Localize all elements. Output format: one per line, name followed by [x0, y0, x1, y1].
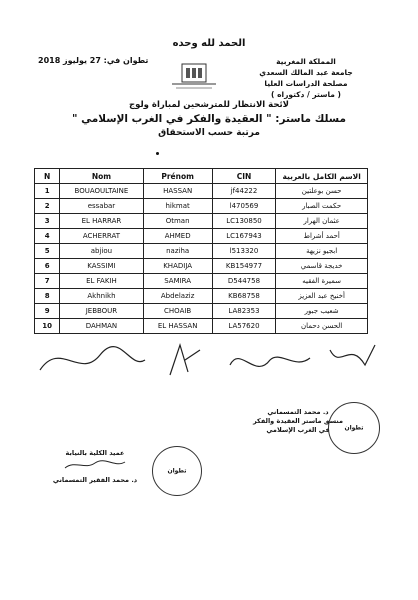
cell-prenom: HASSAN: [143, 184, 212, 199]
cell-number: 5: [35, 244, 60, 259]
signature-1: [40, 347, 145, 370]
table-header-row: [35, 169, 368, 184]
column-header-arabic-name: الاسم الكامل بالعربية: [276, 169, 368, 184]
cell-nom: JEBBOUR: [60, 304, 143, 319]
institution-line: ( ماستر / دكتوراه ): [271, 90, 341, 99]
cell-arabic-name: أحمد أشراط: [276, 229, 368, 244]
institution-line: المملكة المغربية: [276, 57, 336, 66]
cell-prenom: CHOAIB: [143, 304, 212, 319]
cell-cin: LA82353: [212, 304, 276, 319]
university-logo-icon: [164, 60, 224, 92]
cell-number: 9: [35, 304, 60, 319]
waiting-list-table: [34, 168, 368, 334]
institution-block: [246, 56, 366, 100]
cell-number: 2: [35, 199, 60, 214]
coordinator-line: د. محمد التمسماني: [267, 408, 329, 416]
cell-number: 7: [35, 274, 60, 289]
cell-arabic-name: حسن بوعلتين: [276, 184, 368, 199]
cell-cin: D544758: [212, 274, 276, 289]
cell-arabic-name: أخنيخ عبد العزيز: [276, 289, 368, 304]
dean-title: عميد الكلية بالنيابة: [65, 449, 125, 457]
cell-arabic-name: سميرة الفقيه: [276, 274, 368, 289]
cell-arabic-name: الحسن دحمان: [276, 319, 368, 334]
cell-number: 8: [35, 289, 60, 304]
cell-cin: l513320: [212, 244, 276, 259]
cell-nom: essabar: [60, 199, 143, 214]
dean-stamp-icon: [152, 446, 202, 496]
title-line-2: مسلك ماستر: " العقيدة والفكر في الغرب الإسلامي ": [72, 113, 346, 125]
cell-number: 4: [35, 229, 60, 244]
cell-prenom: hikmat: [143, 199, 212, 214]
cell-nom: DAHMAN: [60, 319, 143, 334]
cell-cin: jf44222: [212, 184, 276, 199]
cell-arabic-name: شعيب جبور: [276, 304, 368, 319]
column-header-n: N: [35, 169, 60, 184]
signatures-area: [30, 330, 390, 390]
stamp-text: تطوان: [167, 467, 187, 475]
cell-arabic-name: ابجيو نزيهة: [276, 244, 368, 259]
table-row: [35, 214, 368, 229]
table-row: [35, 259, 368, 274]
cell-nom: ACHERRAT: [60, 229, 143, 244]
document-date: تطوان في: 27 يوليوز 2018: [38, 56, 149, 65]
official-stamp-icon: [328, 402, 380, 454]
cell-prenom: SAMIRA: [143, 274, 212, 289]
cell-nom: Akhnikh: [60, 289, 143, 304]
signature-3: [230, 357, 310, 366]
basmala-heading: الحمد لله وحده: [172, 38, 246, 49]
table-row: [35, 244, 368, 259]
coordinator-line: في الغرب الإسلامي: [266, 426, 330, 434]
cell-cin: KB154977: [212, 259, 276, 274]
column-header-cin: CIN: [212, 169, 276, 184]
cell-prenom: KHADIJA: [143, 259, 212, 274]
institution-line: مصلحة الدراسات العليا: [264, 79, 348, 88]
cell-cin: LC167943: [212, 229, 276, 244]
coordinator-line: منسق ماستر العقيدة والفكر: [253, 417, 343, 425]
cell-cin: KB68758: [212, 289, 276, 304]
cell-cin: l470569: [212, 199, 276, 214]
cell-nom: KASSIMI: [60, 259, 143, 274]
signature-4: [330, 345, 375, 365]
table-row: [35, 184, 368, 199]
cell-arabic-name: خديجة قاسمي: [276, 259, 368, 274]
cell-number: 6: [35, 259, 60, 274]
cell-cin: LA57620: [212, 319, 276, 334]
table-row: [35, 304, 368, 319]
cell-prenom: naziha: [143, 244, 212, 259]
table-row: [35, 274, 368, 289]
cell-prenom: Abdelaziz: [143, 289, 212, 304]
dean-signature: [60, 458, 130, 472]
document-title: [0, 100, 418, 138]
cell-prenom: Otman: [143, 214, 212, 229]
cell-nom: BOUAOULTAINE: [60, 184, 143, 199]
cell-prenom: AHMED: [143, 229, 212, 244]
cell-number: 10: [35, 319, 60, 334]
column-header-prenom: Prénom: [143, 169, 212, 184]
table-row: [35, 199, 368, 214]
cell-arabic-name: حكمت الصبار: [276, 199, 368, 214]
stamp-text: تطوان: [344, 424, 364, 432]
title-line-3: مرتبة حسب الاستحقاق: [158, 128, 260, 138]
cell-nom: abjiou: [60, 244, 143, 259]
table-row: [35, 289, 368, 304]
dean-signature-block: [40, 448, 150, 485]
cell-cin: LC130850: [212, 214, 276, 229]
cell-number: 1: [35, 184, 60, 199]
bullet-mark: [156, 152, 159, 155]
table-row: [35, 229, 368, 244]
cell-number: 3: [35, 214, 60, 229]
cell-prenom: EL HASSAN: [143, 319, 212, 334]
cell-nom: EL HARRAR: [60, 214, 143, 229]
signature-2: [170, 345, 200, 375]
column-header-nom: Nom: [60, 169, 143, 184]
title-line-1: لائحة الانتظار للمترشحين لمباراة ولوج: [129, 100, 289, 110]
cell-arabic-name: عثمان الهرار: [276, 214, 368, 229]
institution-line: جامعة عبد المالك السعدي: [259, 68, 353, 77]
cell-nom: EL FAKIH: [60, 274, 143, 289]
dean-name: د. محمد الفقير التمسماني: [52, 476, 138, 484]
